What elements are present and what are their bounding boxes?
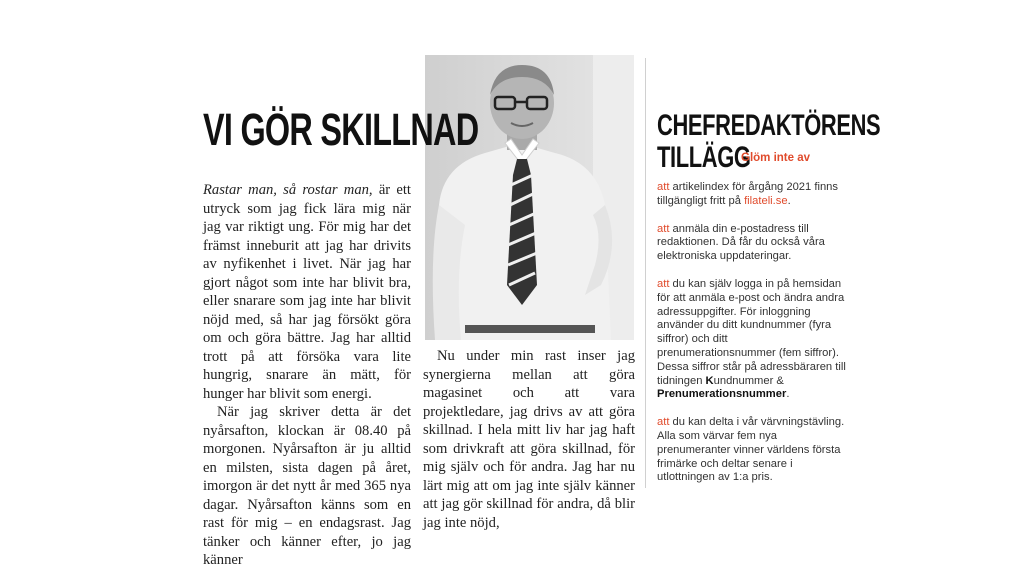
- article-column-1: [203, 181, 411, 570]
- ampersand-text: &: [773, 374, 784, 387]
- column-divider: [645, 58, 646, 488]
- paragraph-2: När jag skriver detta är det nyårsafton, klockan är 08.40 på morgonen. Nyårsafton är ju alltid en milsten, sista dagen på året, imorgon är det nytt år med 365 nya dagar. Nyårsafton känns som en rast för mig – en endagsrast. Jag tänker och känner efter, jo jag känner: [203, 404, 411, 568]
- sidebar-title: [657, 110, 880, 174]
- sidebar-item-3-end: .: [786, 388, 790, 401]
- lead-italic: Rastar man, så rostar man,: [203, 182, 373, 198]
- sidebar-item-3: [657, 278, 847, 402]
- sidebar-title-line-1: CHEFREDAKTÖRENS: [657, 109, 881, 142]
- sidebar-item-4-text: du kan delta i vår värvningstävling. Alla som värvar fem nya prenumeranter vinner världens första frimärke och deltar senare i utlottningen av 1:a pris.: [657, 416, 845, 484]
- sidebar-item-3-text: du kan själv logga in på hemsidan för att anmäla e-post och ändra andra adressuppgifter. För inloggning använder du ditt kundnummer (fyra siffror) och ditt prenumerationsnummer (fem siffror). Dessa siffror står på adressbäraren till tidningen: [657, 277, 846, 387]
- paragraph-3: Nu under min rast inser jag synergierna mellan att göra magasinet och att vara projektledare, jag drivs av att göra skillnad. I hela mitt liv har jag haft som drivkraft att göra skillnad, för mig själv och för andra. Jag har nu lärt mig att om jag inte själv känner att jag gör skillnad för andra, då blir jag inte nöjd,: [423, 348, 635, 531]
- sidebar-item-1-text: artikelindex för årgång 2021 finns tillgängligt fritt på: [657, 181, 838, 207]
- sidebar-item-4: [657, 416, 847, 485]
- prenumerationsnummer-text: renumerationsnummer: [664, 388, 787, 401]
- att-word: att: [657, 222, 670, 235]
- bold-letter-k: K: [705, 374, 714, 387]
- sidebar-item-1-end: .: [787, 194, 791, 207]
- article-column-2: [423, 347, 635, 532]
- att-word: att: [657, 181, 670, 193]
- sidebar-subtitle: Glöm inte av: [741, 152, 811, 164]
- sidebar-title-line-2: TILLÄGG: [657, 141, 751, 174]
- bold-letter-p: P: [657, 388, 665, 401]
- filateli-link[interactable]: filateli.se: [744, 194, 788, 207]
- paragraph-1-text: är ett utryck som jag fick lära mig när jag var riktigt ung. För mig har det främst inneburit att jag har drivits av nyfikenhet i livet. När jag har gjort något som inte har blivit bra, eller snarare som jag inte har blivit nöjd med, så har jag försökt göra om och göra bättre. Jag har alltid trott på att försöka vara lite hungrig, snarare än mätt, för hunger har blivit som energi.: [203, 182, 411, 402]
- paragraph-1: [203, 181, 411, 403]
- portrait-photo: [425, 55, 634, 340]
- sidebar-item-1: [657, 181, 847, 209]
- article-headline: VI GÖR SKILLNAD: [203, 104, 479, 155]
- att-word: att: [657, 277, 670, 290]
- sidebar-item-2-text: anmäla din e-postadress till redaktionen. Då får du också våra elektroniska uppdateringar.: [657, 222, 825, 263]
- sidebar-item-2: [657, 223, 847, 264]
- att-word: att: [657, 416, 670, 429]
- sidebar-list: [657, 181, 847, 499]
- portrait-illustration: [425, 55, 634, 340]
- kundnummer-text: undnummer: [713, 374, 774, 387]
